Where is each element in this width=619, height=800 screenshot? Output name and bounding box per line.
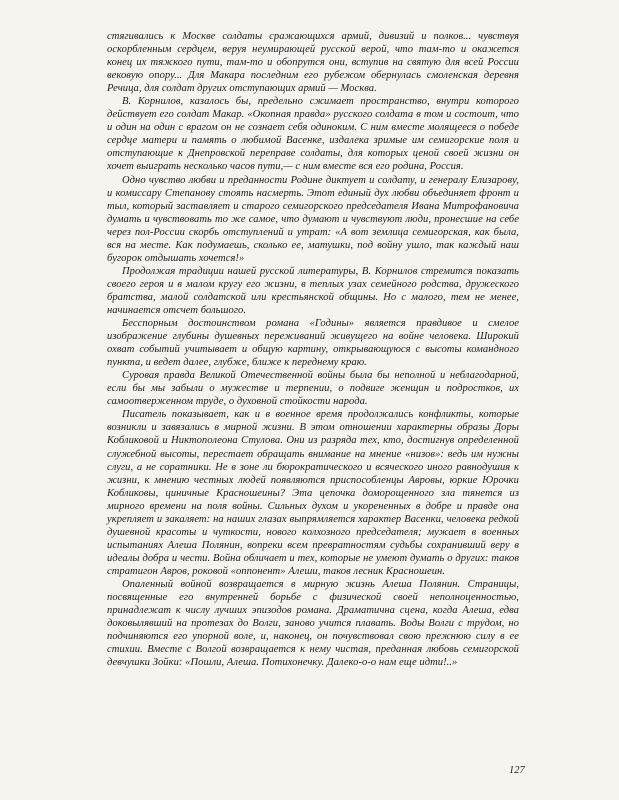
page-number: 127 bbox=[509, 765, 525, 776]
paragraph-1: стягивались к Москве солдаты сражающихся армий, дивизий и полков... чувствуя оскорбленным сердцем, веруя неумирающей русской верой, что там-то и окажется конец их тяжкого пути, там-то и обопрутся они, вступив на святую для всей России вековую опору... Для Макара последним его рубежом обернулась смоленская деревня Речица, для солдат других отступающих армий — Москва. bbox=[107, 31, 519, 95]
paragraph-6: Суровая правда Великой Отечественной войны была бы неполной и неблагодарной, если бы мы забыли о мужестве и терпении, о подвиге женщин и подростков, их самоотверженном труде, о духовной стойкости народа. bbox=[107, 370, 519, 408]
paragraph-2: В. Корнилов, казалось бы, предельно сжимает пространство, внутри которого действует его солдат Макар. «Окопная правда» русского солдата в том и состоит, что и один на один с врагом он не сознает себя одиноким. С ним вместе молящееся о победе сердце матери и память о любимой Васенке, издалека зримые им семигорские поля и отступающие к Днепровской переправе солдаты, для которых ценой своей жизни он хочет выиграть несколько часов пути,— с ним вместе вся его родина, Россия. bbox=[107, 96, 519, 173]
paragraph-8: Опаленный войной возвращается в мирную жизнь Алеша Полянин. Страницы, посвященные его внутренней борьбе с физической своей неполноценностью, принадлежат к числу лучших эпизодов романа. Драматична сцена, когда Алеша, едва доковылявший на протезах до Волги, заново учится плавать. Воды Волги с трудом, но подчиняются его упорной воле, и, наконец, он почувствовал свою прежнюю силу в ее стихии. Вместе с Волгой возвращается к нему чистая, преданная любовь семигорской девчушки Зойки: «Пошли, Алеша. Потихонечку. Далеко-о-о нам еще идти!..» bbox=[107, 578, 519, 669]
paragraph-3: Одно чувство любви и преданности Родине диктует и солдату, и генералу Елизарову, и комиссару Степанову стоять насмерть. Этот единый дух любви объединяет фронт и тыл, который заставляет и старого семигорского председателя Ивана Митрофановича думать и чувствовать то же самое, что думают и чувствуют люди, пронесшие на себе через пол-России скорбь отступлений и утрат: «А вот землица семигорская, как была, вся на месте. Как подумаешь, сколько ее, матушки, под войну ушло, так каждый наш бугорок отдышать хочется!» bbox=[107, 174, 519, 264]
paragraph-7: Писатель показывает, как и в военное время продолжались конфликты, которые возникли и завязались в мирной жизни. В этом отношении характерны образы Доры Кобликовой и Никтополеона Стулова. Они из разряда тех, кто, достигнув определенной служебной высоты, перестает обращать внимание на мнение «низов»: ведь им нужны слуги, а не соратники. Не в зоне ли бюрократического и всяческого иного равнодушия к жизни, к мнению честных людей появляются приспособленцы Авровы, юркие Юрочки Кобликовы, циничные Красношеины? Эта цепочка доморощенного зла тянется из мирного времени на поля войны. Сильных духом и укорененных в добре и правде она укрепляет и закаляет: на наших глазах выпрямляется характер Васенки, человека редкой душевной красоты и чуткости, нового колхозного председателя; мужает в военных испытаниях Алеша Полянин, вопреки всем превратностям судьбы сохранивший веру в идеалы добра и чести. Война обличает и тех, которые не умеют думать о других: таков стратигон Авров, роковой «оппонент» Алеши, таков лесник Красношеин. bbox=[107, 409, 519, 577]
body-text bbox=[107, 30, 519, 669]
paragraph-5: Бесспорным достоинством романа «Годины» является правдивое и смелое изображение глубины душевных переживаний живущего на войне человека. Широкий охват событий учитывает и общую картину, открывающуюся с высоты командного пункта, и ведет далее, глубже, ближе к переднему краю. bbox=[107, 318, 519, 369]
paragraph-4: Продолжая традиции нашей русской литературы, В. Корнилов стремится показать своего героя и в малом кругу его жизни, в теплых узах семейного родства, дружеского братства, малой солдатской или крестьянской общины. Но с малого, тем не менее, начинается отсчет большого. bbox=[107, 265, 519, 316]
